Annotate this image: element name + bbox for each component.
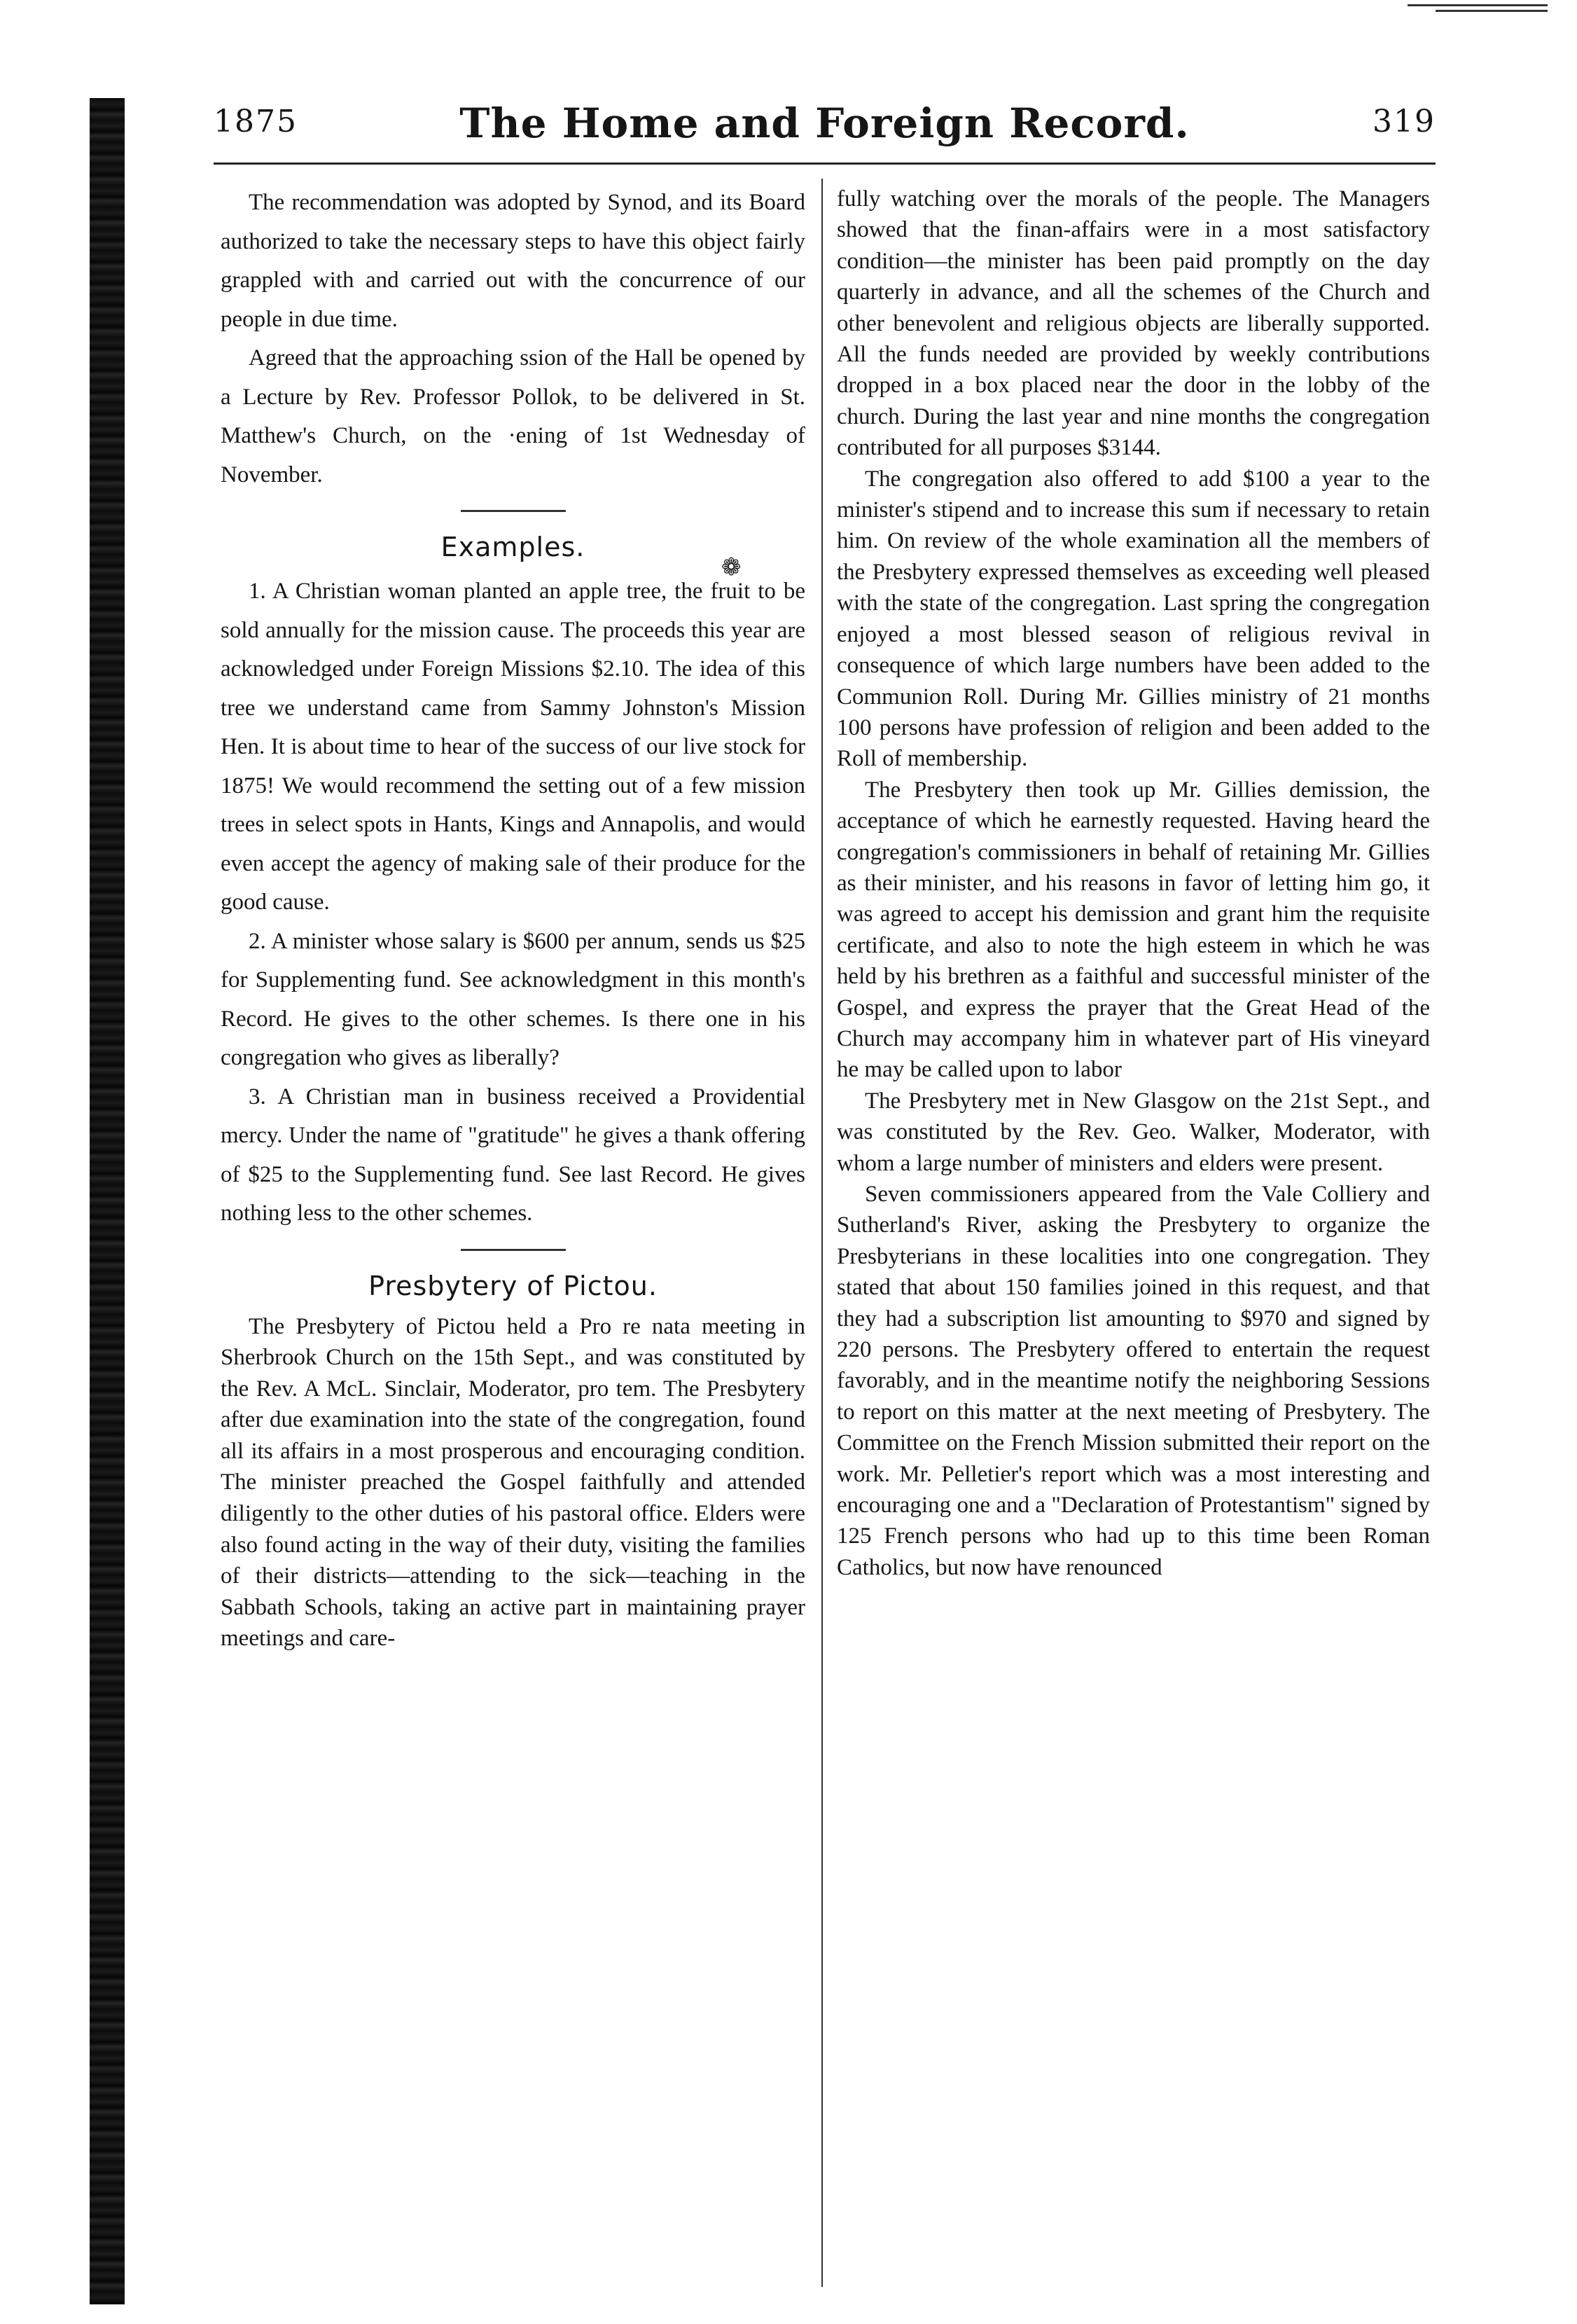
- right-column: [837, 184, 1430, 1583]
- header-year: 1875: [214, 104, 298, 139]
- paragraph: The Presbytery met in New Glasgow on the 21st Sept., and was constituted by the Rev. Geo. Walker, Moderator, with whom a large number of ministers and elders were present.: [837, 1088, 1430, 1176]
- running-header: [214, 99, 1436, 160]
- page-number: 319: [1373, 104, 1436, 139]
- paragraph: The Presbytery then took up Mr. Gillies demission, the acceptance of which he earnestly requested. Having heard the congregation's commissioners in behalf of retaining Mr. Gillies as their minister, and his reasons in favor of letting him go, it was agreed to accept his demission and grant him the requisite certificate, and also to note the high esteem in which he was held by his brethren as a faithful and successful minister of the Gospel, and express the prayer that the Great Head of the Church may accompany him in whatever part of His vineyard he may be called upon to labor: [837, 777, 1430, 1083]
- paragraph: Agreed that the approaching ssion of the Hall be opened by a Lecture by Rev. Professor Pollok, to be delivered in St. Matthew's Church, on the ·ening of 1st Wednesday of November.: [221, 345, 805, 487]
- section-divider: [461, 510, 566, 512]
- ornament-icon: ❁: [721, 553, 742, 581]
- header-rule: [214, 162, 1436, 165]
- paragraph: 1. A Christian woman planted an apple tree, the fruit to be sold annually for the mission cause. The proceeds this year are acknowledged under Foreign Missions $2.10. The idea of this tree we understand came from Sammy Johnston's Mission Hen. It is about time to hear of the success of our live stock for 1875! We would recommend the setting out of a few mission trees in select spots in Hants, Kings and Annapolis, and would even accept the agency of making sale of their produce for the good cause.: [221, 579, 805, 915]
- paragraph: The Presbytery of Pictou held a Pro re nata meeting in Sherbrook Church on the 15th Sept., and was constituted by the Rev. A McL. Sinclair, Moderator, pro tem. The Presbytery after due examination into the state of the congregation, found all its affairs in a most prosperous and encouraging condition. The minister preached the Gospel faithfully and attended diligently to the other duties of his pastoral office. Elders were also found acting in the way of their duty, visiting the families of their districts—attending to the sick—teaching in the Sabbath Schools, taking an active part in maintaining prayer meetings and care-: [221, 1313, 805, 1652]
- paragraph: 3. A Christian man in business received a Providential mercy. Under the name of "gratitude" he gives a thank offering of $25 to the Supplementing fund. See last Record. He gives nothing less to the other schemes.: [221, 1084, 805, 1226]
- paragraph: 2. A minister whose salary is $600 per annum, sends us $25 for Supplementing fund. See acknowledgment in this month's Record. He gives to the other schemes. Is there one in his congregation who gives as liberally?: [221, 928, 805, 1070]
- pictou-heading: Presbytery of Pictou.: [368, 1270, 658, 1301]
- section-divider: [461, 1249, 566, 1251]
- corner-rule: [1408, 4, 1548, 6]
- examples-heading: Examples.: [440, 532, 585, 562]
- page-edge-shadow: [90, 98, 125, 2304]
- header-title: The Home and Foreign Record.: [459, 99, 1190, 147]
- corner-rule: [1436, 10, 1548, 12]
- paragraph: The recommendation was adopted by Synod, and its Board authorized to take the necessary steps to have this object fairly grappled with and carried out with the concurrence of our people in due time.: [221, 190, 805, 332]
- left-column: [221, 184, 805, 1654]
- paragraph: fully watching over the morals of the people. The Managers showed that the finan-affairs were in a most satisfactory condition—the minister has been paid promptly on the day quarterly in advance, and all the schemes of the Church and other benevolent and religious objects are liberally supported. All the funds needed are provided by weekly contributions dropped in a box placed near the door in the lobby of the church. During the last year and nine months the congregation contributed for all purposes $3144.: [837, 186, 1430, 461]
- paragraph: Seven commissioners appeared from the Vale Colliery and Sutherland's River, asking the Presbytery to organize the Presbyterians in these localities into one congregation. They stated that about 150 families joined in this request, and that they had a subscription list amounting to $970 and signed by 220 persons. The Presbytery offered to entertain the request favorably, and in the meantime notify the neighboring Sessions to report on this matter at the next meeting of Presbytery. The Committee on the French Mission submitted their report on the work. Mr. Pelletier's report which was a most interesting and encouraging one and a "Declaration of Protestantism" signed by 125 French persons who had up to this time been Roman Catholics, but now have renounced: [837, 1182, 1430, 1580]
- column-divider: [821, 179, 823, 2287]
- paragraph: The congregation also offered to add $100 a year to the minister's stipend and to increase this sum if necessary to retain him. On review of the whole examination all the members of the Presbytery expressed themselves as exceeding well pleased with the state of the congregation. Last spring the congregation enjoyed a most blessed season of religious revival in consequence of which large numbers have been added to the Communion Roll. During Mr. Gillies ministry of 21 months 100 persons have profession of religion and been added to the Roll of membership.: [837, 466, 1430, 772]
